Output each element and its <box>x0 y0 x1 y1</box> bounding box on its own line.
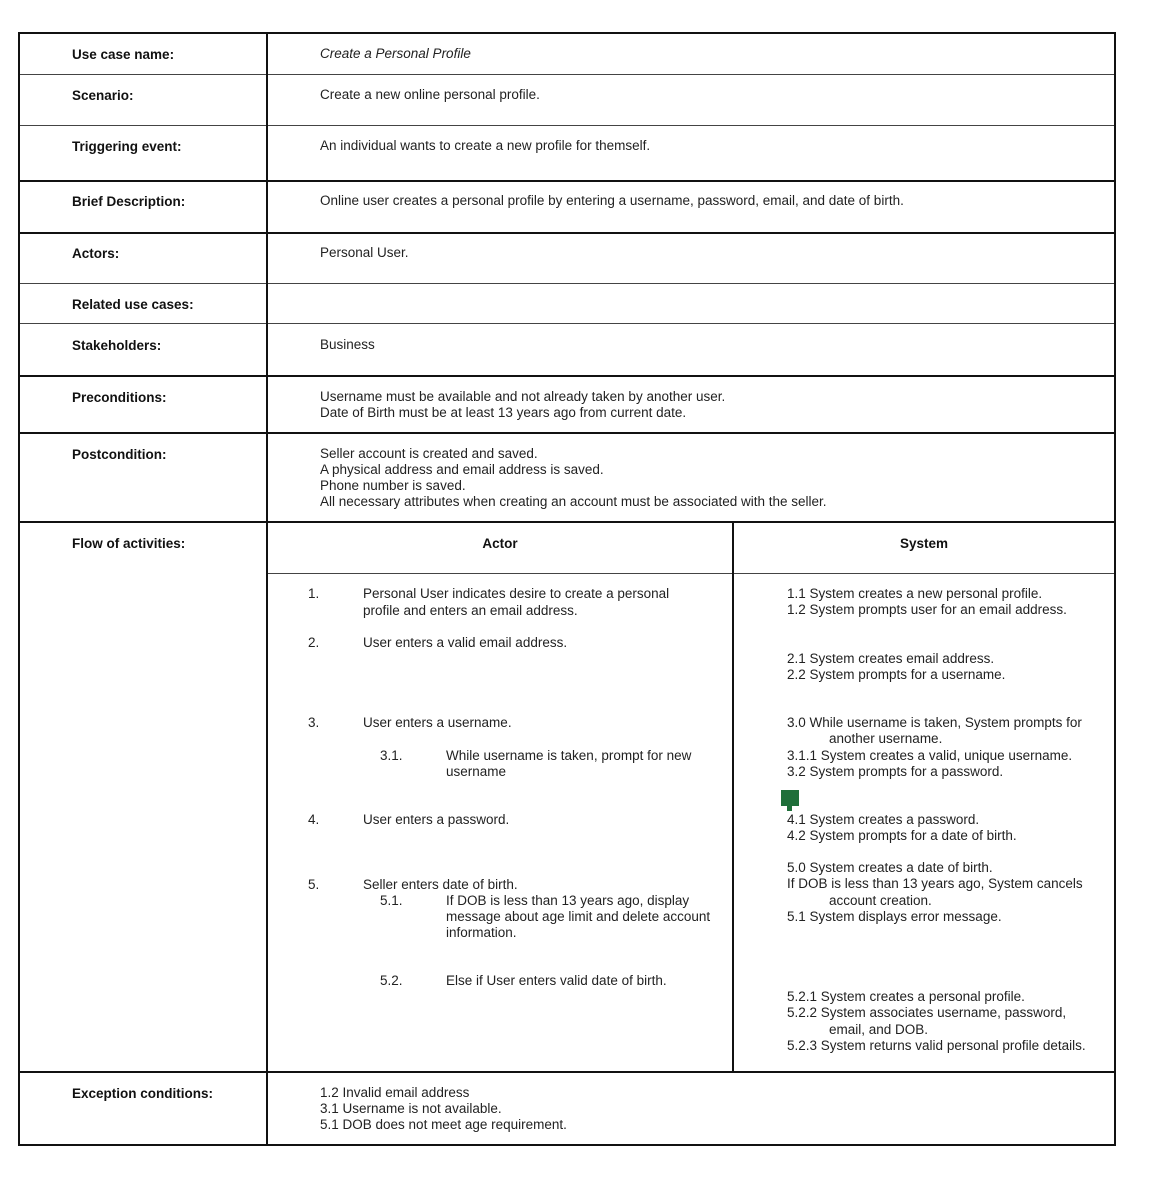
actor-step-number: 4. <box>308 812 320 827</box>
system-step-group <box>787 989 1086 1054</box>
actor-step-text: Personal User indicates desire to create a personal <box>363 586 670 601</box>
preconditions-label: Preconditions: <box>72 390 167 405</box>
row-divider <box>18 232 1116 234</box>
system-step-group <box>787 860 1083 925</box>
postcondition-line: A physical address and email address is saved. <box>320 462 604 477</box>
row-divider <box>18 180 1116 182</box>
system-step-group <box>787 586 1067 619</box>
system-step: 5.2.3 System returns valid personal profile details. <box>787 1037 1086 1053</box>
actor-column-header: Actor <box>482 536 518 551</box>
actor-step-text: User enters a valid email address. <box>363 635 568 650</box>
actor-substep-text: information. <box>446 925 517 940</box>
row-divider <box>18 1071 1116 1073</box>
preconditions-value <box>320 389 725 421</box>
system-step-continuation: email, and DOB. <box>829 1021 929 1037</box>
use-case-name-label: Use case name: <box>72 47 175 62</box>
actor-substep-number: 5.2. <box>380 973 403 988</box>
system-step: 3.0 While username is taken, System prompts for <box>787 715 1082 730</box>
actor-step-number: 5. <box>308 877 320 892</box>
use-case-name-value: Create a Personal Profile <box>320 46 471 61</box>
precondition-line: Date of Birth must be at least 13 years ago from current date. <box>320 405 687 420</box>
actor-step-text: User enters a username. <box>363 715 512 730</box>
postcondition-line: All necessary attributes when creating an account must be associated with the seller. <box>320 494 827 509</box>
actor-substep-number: 3.1. <box>380 748 403 763</box>
actor-substep-text: message about age limit and delete account <box>446 909 711 924</box>
row-divider <box>18 74 1116 75</box>
actor-step-number: 2. <box>308 635 320 650</box>
brief-description-label: Brief Description: <box>72 194 186 209</box>
system-step: 5.2.1 System creates a personal profile. <box>787 989 1025 1004</box>
brief-description-value: Online user creates a personal profile by entering a username, password, email, and date of birth. <box>320 193 904 208</box>
system-step: 3.2 System prompts for a password. <box>787 763 1004 779</box>
system-step: 5.0 System creates a date of birth. <box>787 860 993 875</box>
flow-of-activities-label: Flow of activities: <box>72 536 186 551</box>
exception-conditions-label: Exception conditions: <box>72 1086 214 1101</box>
actor-substep-text: While username is taken, prompt for new <box>446 748 692 763</box>
actor-substep-text: username <box>446 764 507 779</box>
exception-line: 1.2 Invalid email address <box>320 1085 470 1100</box>
postcondition-value <box>320 446 827 510</box>
actor-substep-text: Else if User enters valid date of birth. <box>446 973 667 988</box>
system-step: 3.1.1 System creates a valid, unique username. <box>787 747 1073 763</box>
actors-value: Personal User. <box>320 245 409 260</box>
actors-label: Actors: <box>72 246 120 261</box>
precondition-line: Username must be available and not already taken by another user. <box>320 389 726 404</box>
system-step: 1.1 System creates a new personal profile. <box>787 586 1043 601</box>
actor-step-text: User enters a password. <box>363 812 510 827</box>
stakeholders-label: Stakeholders: <box>72 338 162 353</box>
scenario-label: Scenario: <box>72 88 134 103</box>
row-divider <box>18 323 1116 324</box>
comment-marker-icon[interactable] <box>781 790 799 806</box>
actor-substep-number: 5.1. <box>380 893 403 908</box>
exception-conditions-value <box>320 1085 567 1133</box>
system-step: 5.1 System displays error message. <box>787 908 1002 924</box>
border-right <box>1114 32 1116 1146</box>
exception-line: 3.1 Username is not available. <box>320 1101 502 1116</box>
column-divider <box>266 32 268 1146</box>
system-step-group <box>787 812 1017 845</box>
actor-step-number: 3. <box>308 715 320 730</box>
row-divider <box>18 375 1116 377</box>
system-step: 4.2 System prompts for a date of birth. <box>787 828 1017 844</box>
actor-step-number: 1. <box>308 586 320 601</box>
system-step: 4.1 System creates a password. <box>787 812 980 827</box>
border-bottom <box>18 1144 1116 1146</box>
system-step: If DOB is less than 13 years ago, System cancels <box>787 876 1083 892</box>
system-step-group <box>787 715 1082 780</box>
row-divider <box>18 521 1116 523</box>
system-step: 5.2.2 System associates username, password, <box>787 1005 1067 1021</box>
system-step: 2.2 System prompts for a username. <box>787 667 1006 683</box>
row-divider <box>18 125 1116 126</box>
exception-line: 5.1 DOB does not meet age requirement. <box>320 1117 567 1132</box>
use-case-table <box>18 32 1116 1146</box>
triggering-event-label: Triggering event: <box>72 139 182 154</box>
system-step: 1.2 System prompts user for an email address. <box>787 602 1067 618</box>
system-step-group <box>787 651 1005 684</box>
flow-header-divider <box>267 573 1116 574</box>
postcondition-label: Postcondition: <box>72 447 167 462</box>
actor-step-text: Seller enters date of birth. <box>363 877 518 892</box>
border-top <box>18 32 1116 34</box>
stakeholders-value: Business <box>320 337 375 352</box>
system-step-continuation: account creation. <box>829 892 932 908</box>
system-step-continuation: another username. <box>829 731 943 747</box>
postcondition-line: Seller account is created and saved. <box>320 446 538 461</box>
triggering-event-value: An individual wants to create a new profile for themself. <box>320 138 651 153</box>
row-divider <box>18 432 1116 434</box>
flow-column-divider <box>732 521 734 1073</box>
row-divider <box>18 283 1116 284</box>
postcondition-line: Phone number is saved. <box>320 478 466 493</box>
system-column-header: System <box>899 536 949 551</box>
related-use-cases-label: Related use cases: <box>72 297 194 312</box>
scenario-value: Create a new online personal profile. <box>320 87 540 102</box>
actor-step-text: profile and enters an email address. <box>363 603 578 618</box>
border-left <box>18 32 20 1146</box>
actor-substep-text: If DOB is less than 13 years ago, display <box>446 893 690 908</box>
system-step: 2.1 System creates email address. <box>787 651 995 666</box>
